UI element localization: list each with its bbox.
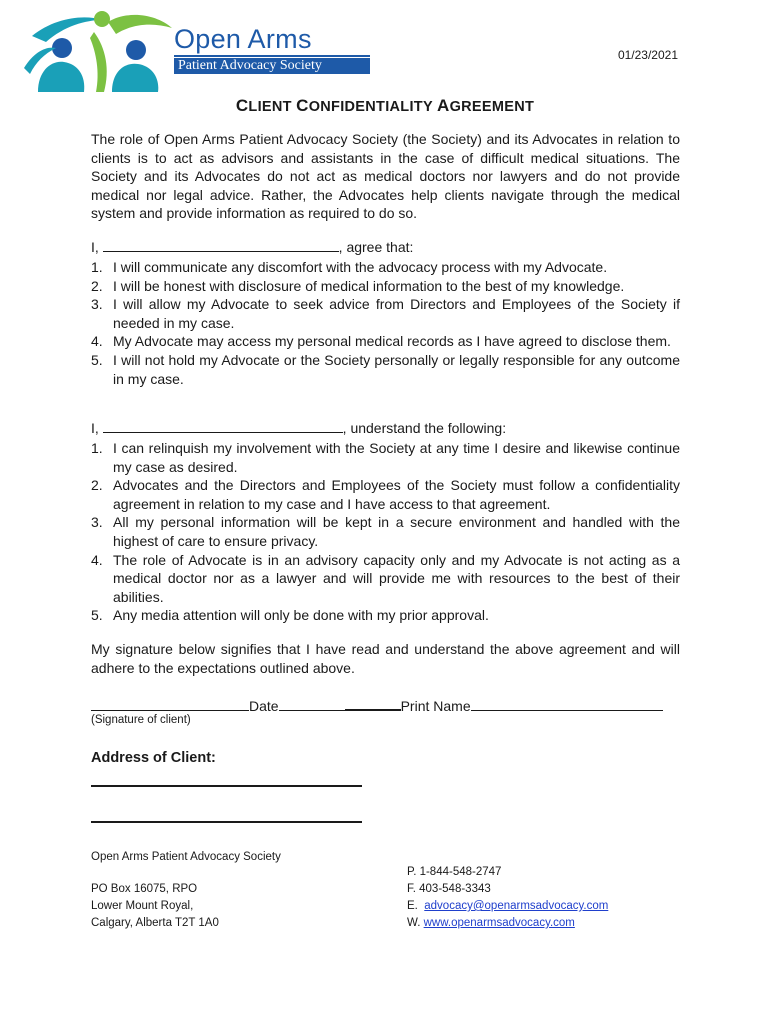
item-text: I can relinquish my involvement with the Society at any time I desire and likewise continue my case as desired. xyxy=(113,440,680,475)
item-text: I will communicate any discomfort with the advocacy process with my Advocate. xyxy=(113,259,608,275)
item-number: 2. xyxy=(91,477,103,494)
logo-name: Open Arms xyxy=(174,24,312,54)
item-number: 1. xyxy=(91,259,103,275)
web-prefix: W. xyxy=(407,917,421,929)
item-number: 3. xyxy=(91,514,103,531)
item-text: Advocates and the Directors and Employees of the Society must follow a confidentiality agreement in relation to my case and I have access to that agreement. xyxy=(113,477,680,512)
address-line-2[interactable] xyxy=(91,821,362,823)
title-initial: A xyxy=(437,96,450,115)
signature-blank[interactable] xyxy=(91,698,249,711)
document-title xyxy=(0,96,770,116)
section2-prefix: I, xyxy=(91,420,99,436)
list-item xyxy=(91,258,680,277)
section2-suffix: , understand the following: xyxy=(342,420,507,436)
footer-contacts xyxy=(407,864,608,932)
logo-tagline: Patient Advocacy Society xyxy=(174,58,370,74)
footer-address xyxy=(91,881,219,932)
agree-list xyxy=(91,258,680,388)
open-arms-logo-icon xyxy=(24,8,174,94)
item-text: I will not hold my Advocate or the Society personally or legally responsible for any outcome in my case. xyxy=(113,351,680,387)
list-item xyxy=(91,606,680,625)
address-line: Calgary, Alberta T2T 1A0 xyxy=(91,917,219,929)
list-item xyxy=(91,513,680,550)
email-row xyxy=(407,898,608,915)
address-line: PO Box 16075, RPO xyxy=(91,883,198,895)
title-word: ONFIDENTIALITY xyxy=(308,99,437,115)
item-text: The role of Advocate is in an advisory capacity only and my Advocate is not acting as a medical doctor nor as a lawyer and will provide me with resources to the best of their abilities. xyxy=(113,551,680,605)
list-item xyxy=(91,551,680,607)
item-text: I will be honest with disclosure of medical information to the best of my knowledge. xyxy=(113,277,625,294)
intro-paragraph: The role of Open Arms Patient Advocacy Society (the Society) and its Advocates in relation to clients is to act as advisors and assistants in the case of difficult medical situations. The Society and its Advocates do not act as medical doctors nor lawyers and do not provide medical nor legal advice. Rather, the Advocates help clients navigate through the medical system and provide information as required to do so. xyxy=(91,131,680,222)
item-text: My Advocate may access my personal medical records as I have agreed to disclose them. xyxy=(113,333,671,350)
item-number: 1. xyxy=(91,440,103,456)
footer-org-name: Open Arms Patient Advocacy Society xyxy=(91,851,281,863)
title-word: LIENT xyxy=(248,99,297,115)
logo-divider xyxy=(174,55,370,57)
item-number: 5. xyxy=(91,607,103,624)
section1-suffix: , agree that: xyxy=(338,239,414,255)
phone: P. 1-844-548-2747 xyxy=(407,866,502,878)
website-link[interactable]: www.openarmsadvocacy.com xyxy=(423,917,575,929)
print-name-label: Print Name xyxy=(400,698,471,714)
client-name-blank[interactable] xyxy=(103,239,339,252)
email-link[interactable]: advocacy@openarmsadvocacy.com xyxy=(424,900,609,912)
date-blank[interactable] xyxy=(279,698,345,711)
list-item xyxy=(91,332,680,351)
document-date: 01/23/2021 xyxy=(617,48,678,62)
date-blank-extension[interactable] xyxy=(345,697,401,711)
web-row xyxy=(407,915,608,932)
address-line-1[interactable] xyxy=(91,785,362,787)
print-name-blank[interactable] xyxy=(471,698,663,711)
section1-lead xyxy=(91,239,413,255)
title-initial: C xyxy=(296,96,309,115)
title-word: GREEMENT xyxy=(449,99,535,115)
address-line: Lower Mount Royal, xyxy=(91,900,194,912)
fax: F. 403-548-3343 xyxy=(407,883,491,895)
list-item xyxy=(91,277,680,296)
date-label: Date xyxy=(249,698,279,714)
item-number: 4. xyxy=(91,551,103,568)
list-item xyxy=(91,476,680,513)
item-number: 2. xyxy=(91,277,103,294)
section2-lead xyxy=(91,420,506,436)
client-name-blank[interactable] xyxy=(103,420,343,433)
email-prefix: E. xyxy=(407,900,418,912)
item-number: 3. xyxy=(91,296,103,313)
item-text: I will allow my Advocate to seek advice from Directors and Employees of the Society if needed in my case. xyxy=(113,296,680,331)
list-item xyxy=(91,439,680,476)
understand-list xyxy=(91,439,680,625)
signature-statement: My signature below signifies that I have read and understand the above agreement and will adhere to the expectations outlined above. xyxy=(91,641,680,676)
section1-prefix: I, xyxy=(91,239,99,255)
item-number: 4. xyxy=(91,333,103,350)
list-item xyxy=(91,295,680,332)
list-item xyxy=(91,351,680,388)
address-heading: Address of Client: xyxy=(91,750,216,766)
item-number: 5. xyxy=(91,351,103,368)
signature-line xyxy=(91,697,680,714)
title-initial: C xyxy=(235,96,249,115)
item-text: All my personal information will be kept in a secure environment and handled with the highest of care to ensure privacy. xyxy=(113,514,680,549)
item-text: Any media attention will only be done with my prior approval. xyxy=(113,607,489,624)
signature-caption: (Signature of client) xyxy=(91,714,191,726)
